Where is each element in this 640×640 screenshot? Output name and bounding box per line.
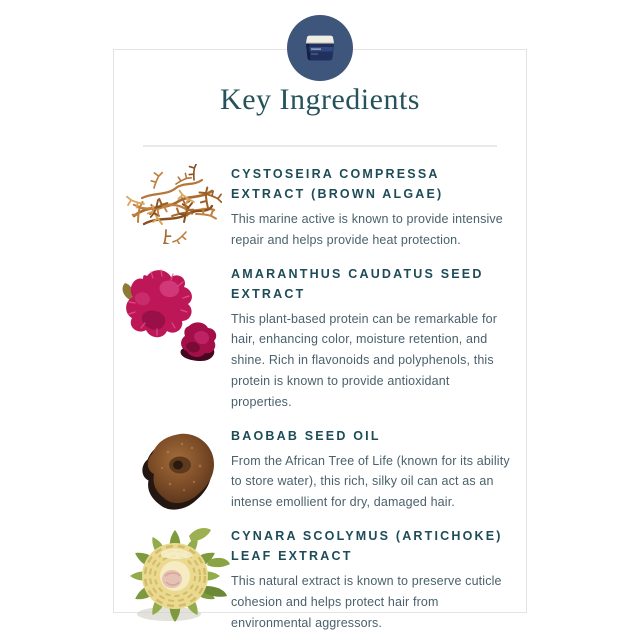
product-badge-circle — [287, 15, 353, 81]
title-divider — [143, 145, 497, 147]
ingredient-list — [114, 164, 526, 633]
page-title: Key Ingredients — [220, 83, 420, 116]
ingredient-name: CYSTOSEIRA COMPRESSA EXTRACT (BROWN ALGAE) — [231, 167, 444, 201]
ingredient-description: From the African Tree of Life (known for its ability to store water), this rich, silky oil can act as an intense emollient for dry, damaged hair. — [231, 453, 510, 510]
ingredient-description: This plant-based protein can be remarkable for hair, enhancing color, moisture retention, and shine. Rich in flavonoids and polyphenols, this protein is known to provide antioxidant properties. — [231, 311, 498, 409]
product-jar-icon — [303, 34, 337, 62]
ingredient-text — [231, 426, 519, 513]
ingredient-row-cystoseira — [114, 164, 526, 251]
key-ingredients-card — [113, 49, 527, 630]
amaranth-flower-image — [114, 264, 231, 367]
brown-algae-image — [114, 164, 231, 244]
ingredient-name: BAOBAB SEED OIL — [231, 428, 381, 443]
ingredient-description: This marine active is known to provide intensive repair and helps provide heat protection. — [231, 212, 503, 247]
ingredient-row-amaranthus — [114, 264, 526, 413]
ingredient-name: CYNARA SCOLYMUS (ARTICHOKE) LEAF EXTRACT — [231, 528, 503, 563]
ingredient-row-artichoke — [114, 526, 526, 633]
artichoke-half-image — [114, 526, 231, 628]
baobab-seed-image — [114, 426, 231, 512]
ingredient-text — [231, 526, 519, 633]
ingredient-text — [231, 164, 519, 251]
ingredient-row-baobab — [114, 426, 526, 513]
ingredient-text — [231, 264, 519, 413]
ingredient-name: AMARANTHUS CAUDATUS SEED EXTRACT — [231, 266, 484, 301]
ingredient-description: This natural extract is known to preserve cuticle cohesion and helps protect hair from environmental aggressors. — [231, 573, 502, 630]
